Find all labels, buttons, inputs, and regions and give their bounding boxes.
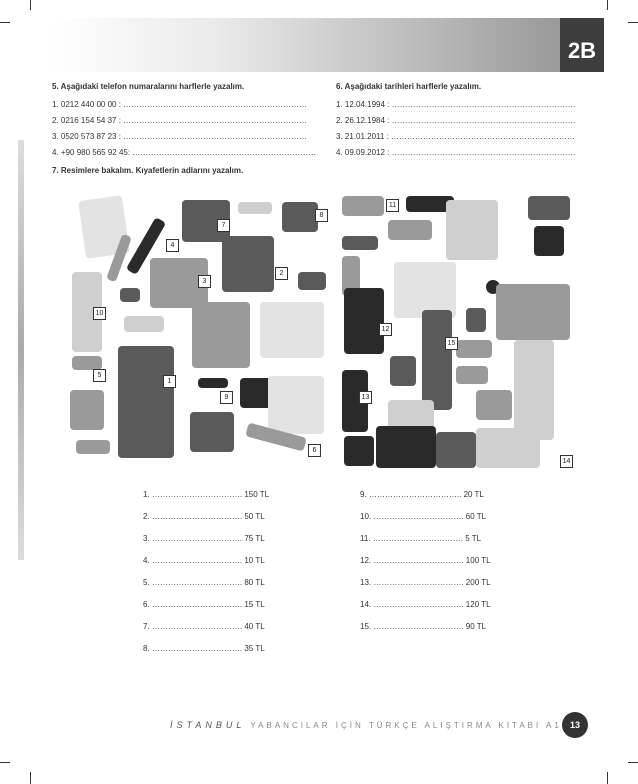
sweater-image — [70, 390, 104, 430]
crop-mark — [628, 22, 638, 23]
price-item-2: 2. ……………………………. 50 TL — [143, 512, 265, 521]
price-item-10: 10. ……………………………. 60 TL — [360, 512, 487, 521]
price-item-6: 6. ……………………………. 15 TL — [143, 600, 265, 609]
price-item-7: 7. ……………………………. 40 TL — [143, 622, 265, 631]
jeans-image — [514, 340, 554, 440]
bra-image — [456, 366, 488, 384]
page-number — [562, 712, 588, 738]
exercise-5 — [52, 82, 322, 161]
exercise-6-title: 6. Aşağıdaki tarihleri harflerle yazalım. — [336, 82, 482, 91]
loafers-image — [72, 356, 102, 370]
label-2: 2 — [275, 267, 288, 280]
skinny-jeans-image — [422, 310, 452, 410]
heels-image — [528, 196, 570, 220]
phone-item-2: 2. 0216 154 54 37 : …………………………………………………………… — [52, 116, 308, 125]
striped-shirt-image — [190, 412, 234, 452]
shoes-image — [124, 316, 164, 332]
bracelet-image — [120, 288, 140, 302]
price-item-9: 9. …………………………….. 20 TL — [360, 490, 484, 499]
crop-mark — [628, 762, 638, 763]
price-item-13: 13. ……………………………. 200 TL — [360, 578, 491, 587]
skirt-image — [476, 390, 512, 420]
oxford-shoes-image — [76, 440, 110, 454]
handbag-image — [534, 226, 564, 256]
zebra-bag-image — [436, 432, 476, 468]
label-15: 15 — [445, 337, 458, 350]
wool-coat-image — [376, 426, 436, 468]
crop-mark — [607, 772, 608, 784]
wallet-image — [466, 308, 486, 332]
price-item-8: 8. ……………………………. 35 TL — [143, 644, 265, 653]
price-item-3: 3. ……………………………. 75 TL — [143, 534, 265, 543]
striped-dress-image — [446, 200, 498, 260]
phone-item-4: 4. +90 980 565 92 45: …………………………………………………………… — [52, 148, 317, 157]
label-4: 4 — [166, 239, 179, 252]
exercise-7-title: 7. Resimlere bakalım. Kıyafetlerin adlarını yazalım. — [52, 166, 244, 175]
price-list-right — [360, 484, 491, 638]
label-9: 9 — [220, 391, 233, 404]
crop-mark — [30, 0, 31, 10]
coat-image — [192, 302, 250, 368]
belt-image — [198, 378, 228, 388]
label-10: 10 — [93, 307, 106, 320]
footer-brand: İSTANBUL — [170, 720, 246, 730]
date-item-3: 3. 21.01.2011 : …………………………………………………………… — [336, 132, 576, 141]
crop-mark — [30, 772, 31, 784]
label-6: 6 — [308, 444, 321, 457]
label-11: 11 — [386, 199, 399, 212]
phone-item-1: 1. 0212 440 00 00 : …………………………………………………………… — [52, 100, 308, 109]
leopard-heels-image — [388, 220, 432, 240]
flats-image — [342, 236, 378, 250]
label-8: 8 — [315, 209, 328, 222]
denim-jacket-image — [496, 284, 570, 340]
crop-mark — [0, 22, 10, 23]
label-13: 13 — [359, 391, 372, 404]
silk-scarf-image — [342, 196, 384, 216]
header-band — [52, 18, 604, 72]
clothing-image-right — [336, 190, 576, 470]
label-3: 3 — [198, 275, 211, 288]
price-item-15: 15. ……………………………. 90 TL — [360, 622, 487, 631]
exercise-6 — [336, 82, 586, 161]
footer-title — [170, 720, 562, 730]
price-item-11: 11. ……………………………. 5 TL — [360, 534, 482, 543]
label-14: 14 — [560, 455, 573, 468]
price-item-1: 1. ……………………………. 150 TL — [143, 490, 270, 499]
label-5: 5 — [93, 369, 106, 382]
underwear-image — [298, 272, 326, 290]
price-item-14: 14. ……………………………. 120 TL — [360, 600, 491, 609]
label-12: 12 — [379, 323, 392, 336]
price-list-left — [143, 484, 269, 660]
black-dress-image — [344, 288, 384, 354]
blazer-image — [260, 302, 324, 358]
unit-label: 2B — [567, 38, 597, 63]
date-item-2: 2. 26.12.1984 : …………………………………………………………… — [336, 116, 576, 125]
footer-subtitle: YABANCILAR İÇİN TÜRKÇE ALIŞTIRMA KİTABI A1 — [250, 721, 562, 730]
windbreaker-image — [268, 376, 324, 434]
leopard-shoes-image — [456, 340, 492, 358]
label-7: 7 — [217, 219, 230, 232]
stilettos-image — [344, 436, 374, 466]
unit-badge — [560, 18, 604, 72]
shorts-image — [282, 202, 318, 232]
exercise-5-title: 5. Aşağıdaki telefon numaralarını harflerle yazalım. — [52, 82, 245, 91]
knit-cardigan-image — [476, 428, 540, 468]
price-item-12: 12. ……………………………. 100 TL — [360, 556, 491, 565]
side-bar — [18, 140, 24, 560]
sandals-image — [390, 356, 416, 386]
date-item-4: 4. 09.09.2012 : …………………………………………………………… — [336, 148, 576, 157]
suit-image — [118, 346, 174, 458]
label-1: 1 — [163, 375, 176, 388]
crop-mark — [0, 762, 10, 763]
phone-item-3: 3. 0520 573 87 23 : …………………………………………………………… — [52, 132, 308, 141]
price-item-4: 4. ……………………………. 10 TL — [143, 556, 265, 565]
price-item-5: 5. ……………………………. 80 TL — [143, 578, 265, 587]
clothing-image-left — [62, 190, 330, 462]
plaid-shirt-image — [222, 236, 274, 292]
crop-mark — [607, 0, 608, 10]
sunglasses-image — [238, 202, 272, 214]
date-item-1: 1. 12.04.1994 : …………………………………………………………… — [336, 100, 576, 109]
page-number-label: 13 — [569, 720, 580, 730]
